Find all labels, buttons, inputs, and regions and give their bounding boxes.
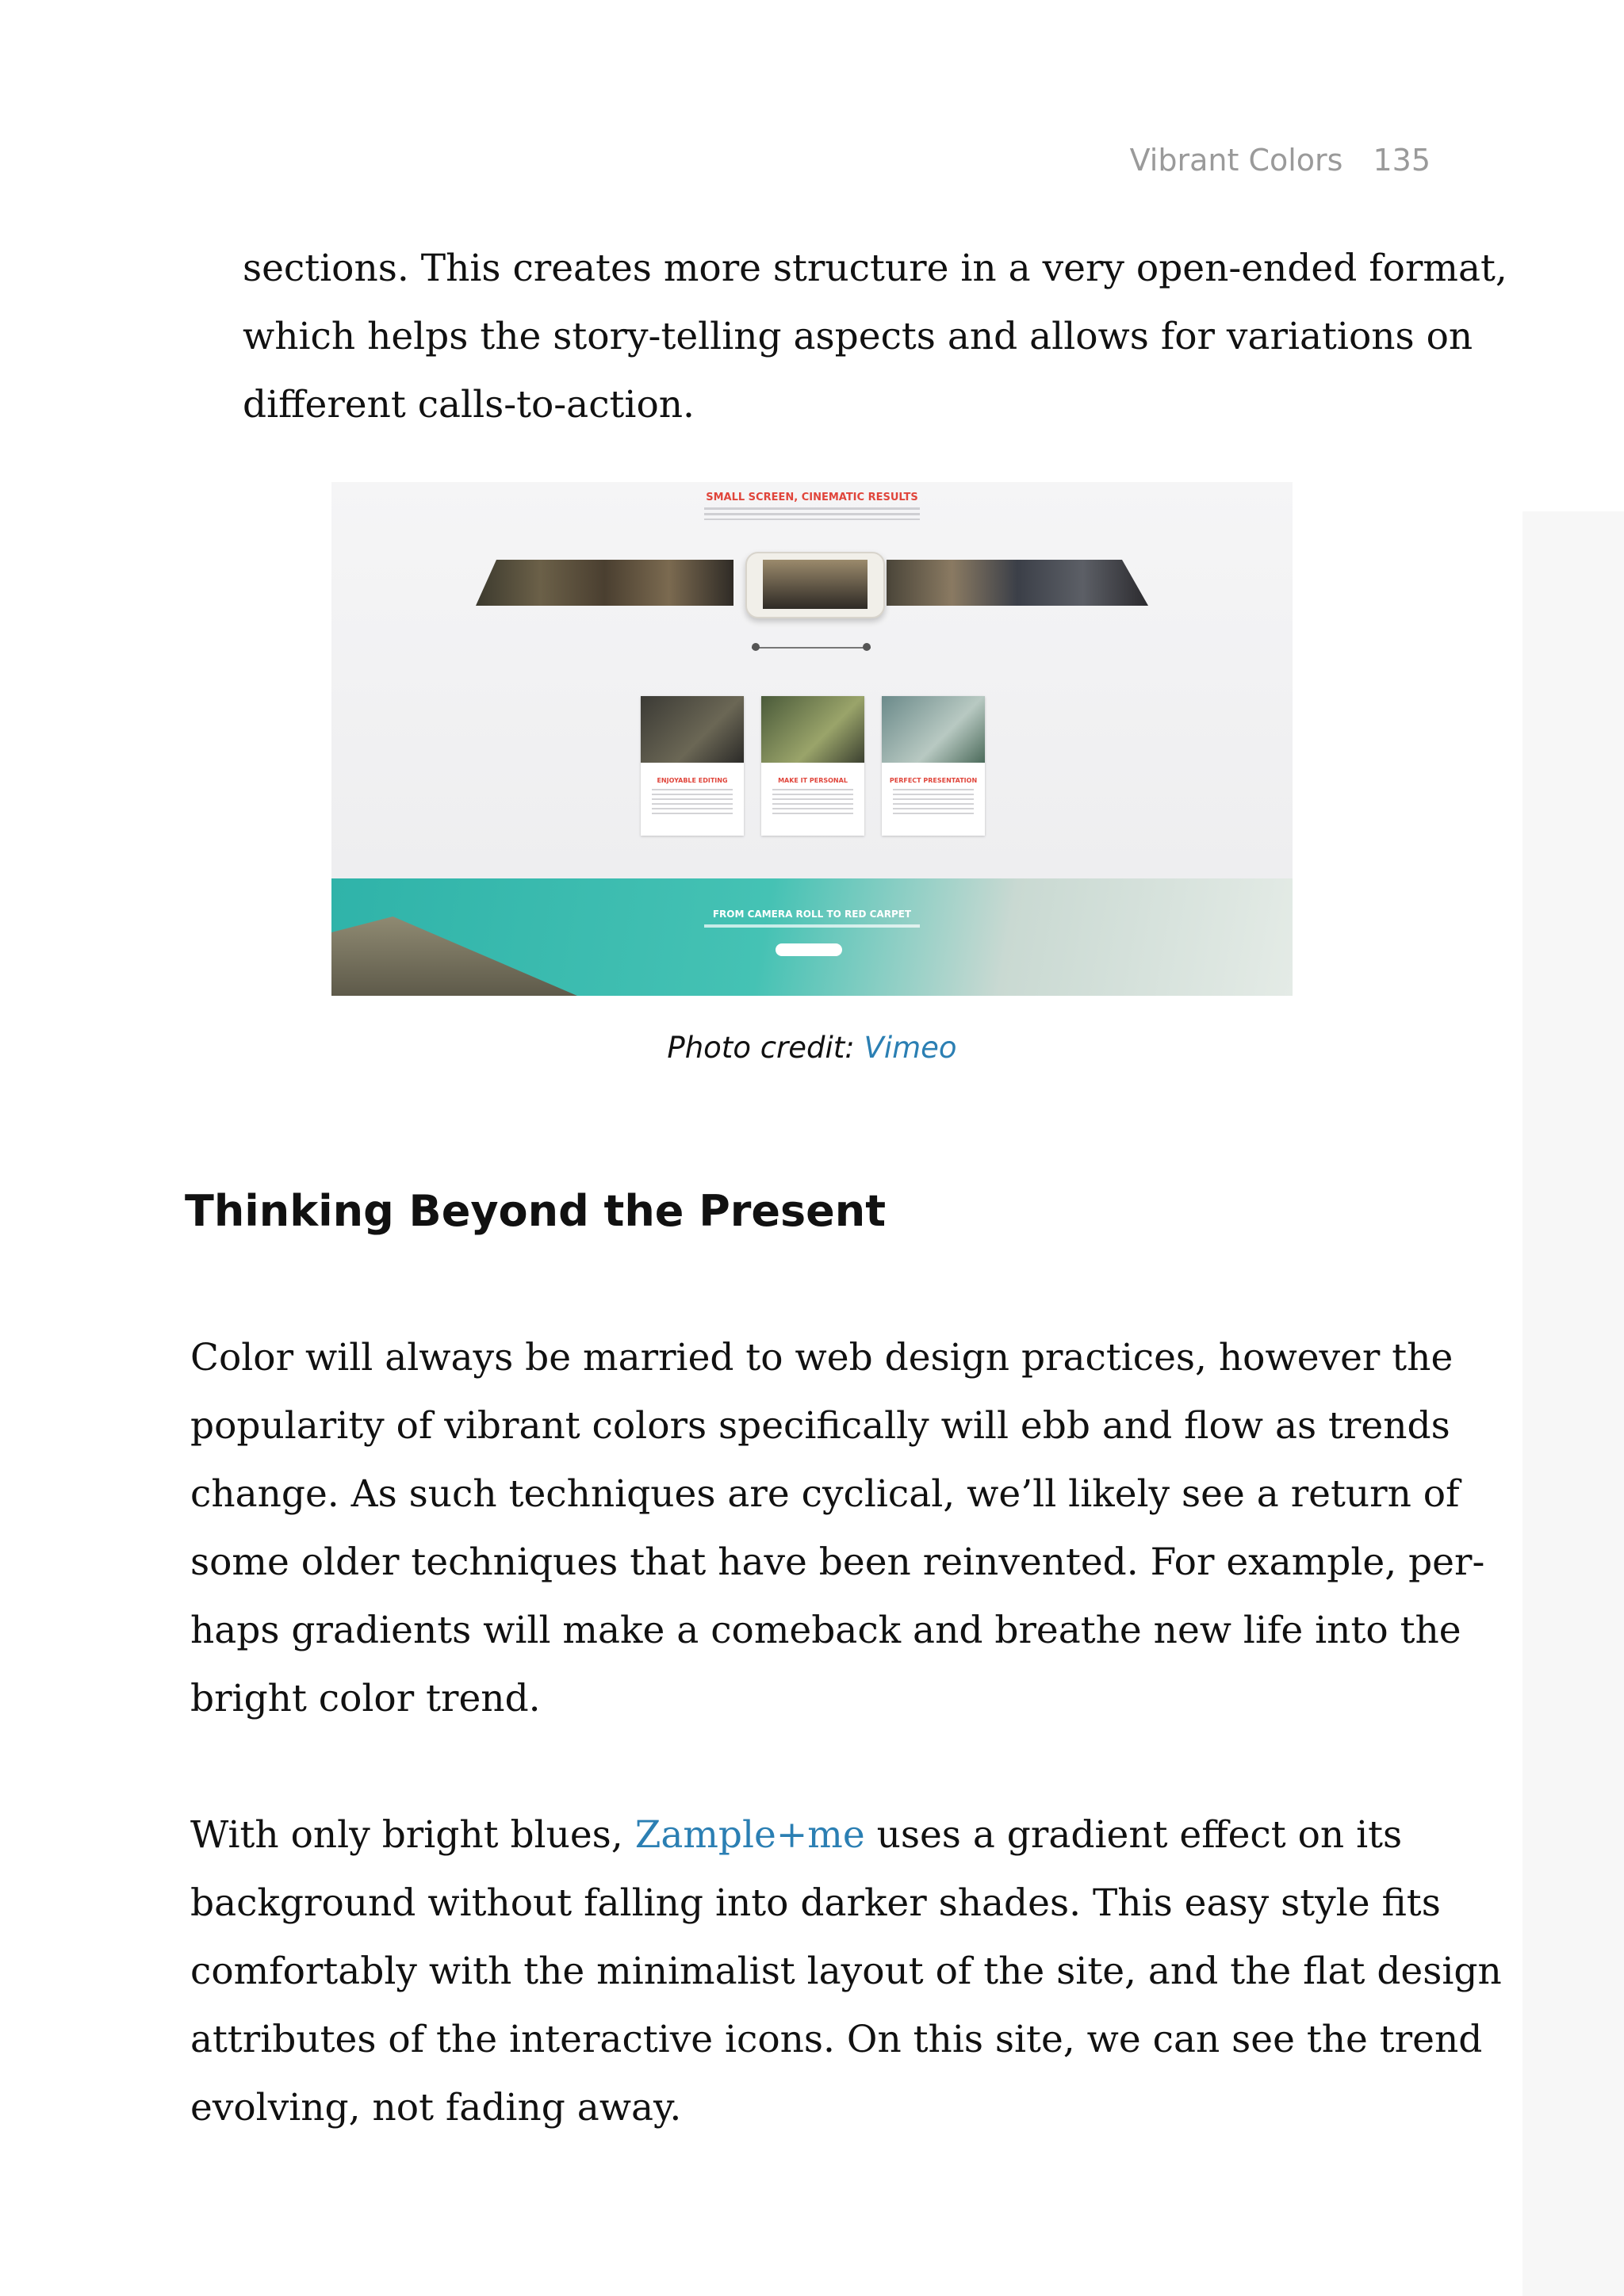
card-title: MAKE IT PERSONAL bbox=[778, 777, 848, 784]
card-text bbox=[772, 789, 853, 817]
phone-screen bbox=[763, 560, 868, 609]
vimeo-link[interactable]: Vimeo bbox=[864, 1031, 957, 1065]
slider-handle-left bbox=[752, 643, 760, 651]
text-line: bright color trend. bbox=[190, 1677, 541, 1720]
text-line: which helps the story-telling aspects and allows for variations on bbox=[243, 315, 1473, 358]
card-title: ENJOYABLE EDITING bbox=[657, 777, 728, 784]
text-line: evolving, not fading away. bbox=[190, 2086, 682, 2130]
caption-prefix: Photo credit: bbox=[667, 1031, 864, 1065]
slider-track bbox=[752, 647, 871, 649]
phone-mockup bbox=[745, 552, 885, 618]
page-number: 135 bbox=[1373, 143, 1431, 178]
section-heading: Thinking Beyond the Present bbox=[185, 1186, 887, 1236]
slider-handle-right bbox=[863, 643, 871, 651]
photo-caption bbox=[0, 1031, 1624, 1065]
text-line bbox=[190, 1801, 1443, 1869]
card-text bbox=[893, 789, 974, 817]
body-paragraph-1 bbox=[190, 1324, 1485, 1733]
text-line: attributes of the interactive icons. On this site, we can see the trend bbox=[190, 2018, 1483, 2061]
text-segment: uses a gradient effect on its bbox=[864, 1813, 1403, 1857]
text-line: change. As such techniques are cyclical, we’ll likely see a return of bbox=[190, 1472, 1460, 1516]
text-line: haps gradients will make a comeback and breathe new life into the bbox=[190, 1609, 1461, 1652]
feature-card bbox=[761, 696, 864, 836]
text-line: some older techniques that have been reinvented. For example, per- bbox=[190, 1540, 1485, 1584]
photo-strip-right bbox=[887, 560, 1148, 606]
text-line: sections. This creates more structure in a very open-ended format, bbox=[243, 247, 1507, 290]
feature-card bbox=[882, 696, 985, 836]
intro-paragraph bbox=[243, 235, 1507, 439]
promo-banner bbox=[331, 878, 1293, 996]
banner-button bbox=[776, 943, 842, 956]
text-line: comfortably with the minimalist layout of the site, and the flat design bbox=[190, 1950, 1502, 1993]
text-line: Color will always be married to web design practices, however the bbox=[190, 1336, 1454, 1380]
page-edge-shade bbox=[1522, 511, 1624, 2296]
banner-title: FROM CAMERA ROLL TO RED CARPET bbox=[712, 909, 912, 920]
vimeo-screenshot-figure bbox=[331, 482, 1293, 996]
rock-image bbox=[331, 916, 577, 996]
card-thumbnail bbox=[882, 696, 985, 763]
text-line: popularity of vibrant colors specifically will ebb and flow as trends bbox=[190, 1404, 1450, 1448]
photo-strip-left bbox=[476, 560, 733, 606]
card-text bbox=[652, 789, 733, 817]
figure-title: SMALL SCREEN, CINEMATIC RESULTS bbox=[706, 492, 918, 503]
card-thumbnail bbox=[761, 696, 864, 763]
text-line: background without falling into darker shades. This easy style fits bbox=[190, 1881, 1441, 1925]
card-title: PERFECT PRESENTATION bbox=[889, 777, 978, 784]
zample-me-link[interactable]: Zample+me bbox=[634, 1813, 865, 1857]
card-thumbnail bbox=[641, 696, 744, 763]
text-line: different calls-to-action. bbox=[243, 383, 695, 427]
body-paragraph-2 bbox=[190, 1801, 1502, 2142]
media-controls bbox=[752, 631, 871, 655]
section-title: Vibrant Colors bbox=[1129, 143, 1343, 178]
figure-subtitle-text bbox=[704, 507, 920, 520]
banner-subtitle bbox=[704, 924, 920, 928]
feature-card bbox=[641, 696, 744, 836]
running-header bbox=[1130, 143, 1431, 178]
text-segment: With only bright blues, bbox=[190, 1813, 635, 1857]
